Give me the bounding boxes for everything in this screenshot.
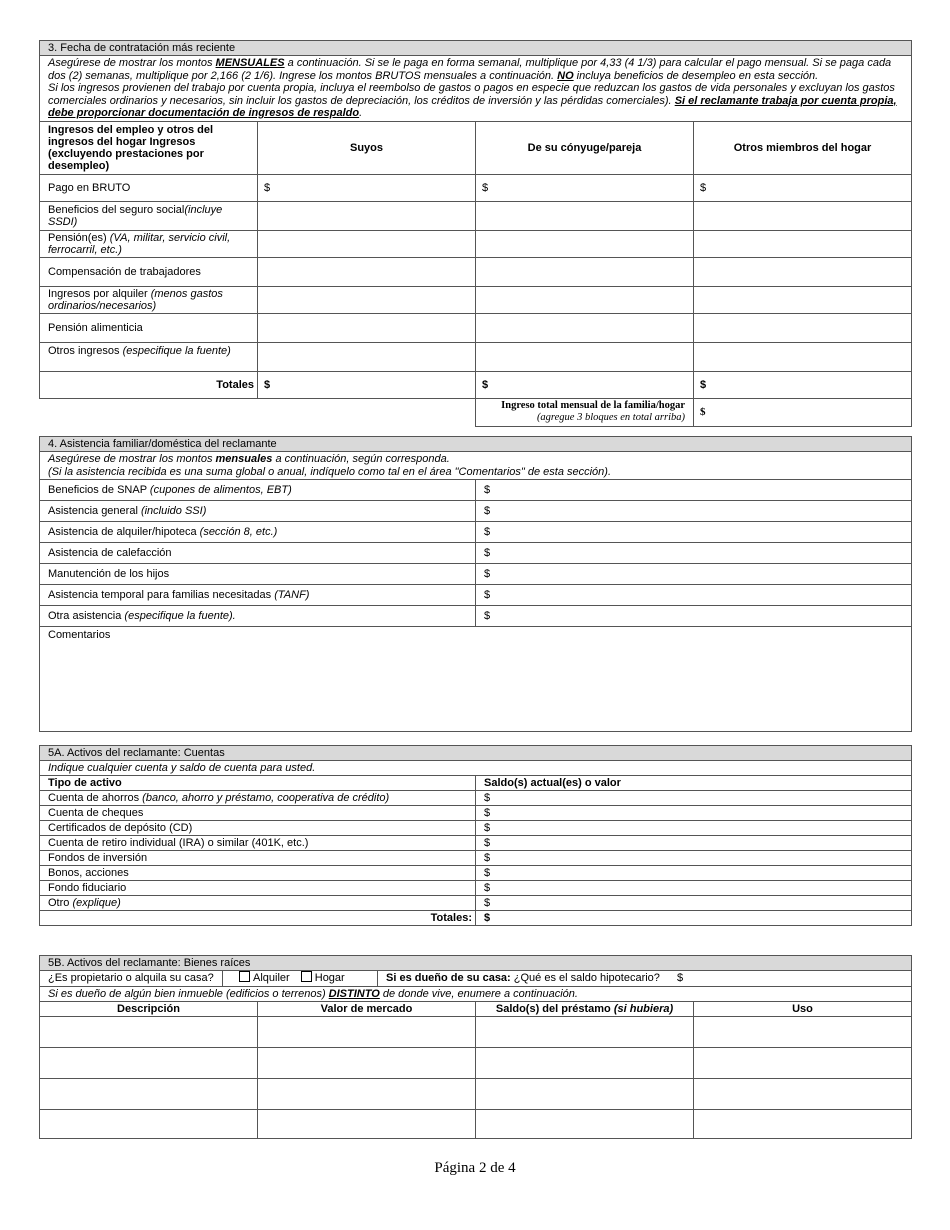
property-use-field[interactable]: [694, 1110, 912, 1139]
table-row: [40, 257, 912, 286]
spouse-column-header: De su cónyuge/pareja: [476, 121, 694, 174]
rental-income-household-field[interactable]: [694, 286, 912, 313]
assistance-amount-field[interactable]: $: [476, 606, 912, 627]
asset-type-column-header: Tipo de activo: [40, 776, 476, 791]
totals-row: [40, 371, 912, 398]
other-income-label: Otros ingresos (especifique la fuente): [40, 342, 258, 371]
assistance-amount-field[interactable]: $: [476, 585, 912, 606]
asset-label: Bonos, acciones: [40, 866, 476, 881]
section-4-instructions: Asegúrese de mostrar los montos mensuales a continuación, según corresponda. (Si la asistencia recibida es una suma global o anual, indíquelo como tal en el área "Comentarios" de esta sección).: [40, 452, 912, 480]
property-description-field[interactable]: [40, 1079, 258, 1110]
workers-comp-household-field[interactable]: [694, 257, 912, 286]
workers-comp-label: Compensación de trabajadores: [40, 257, 258, 286]
table-row: [40, 806, 912, 821]
property-value-field[interactable]: [258, 1079, 476, 1110]
assistance-label: Otra asistencia (especifique la fuente).: [40, 606, 476, 627]
assistance-amount-field[interactable]: $: [476, 480, 912, 501]
assistance-amount-field[interactable]: $: [476, 543, 912, 564]
property-use-field[interactable]: [694, 1079, 912, 1110]
table-row: [40, 480, 912, 501]
table-row: [40, 286, 912, 313]
balance-column-header: Saldo(s) actual(es) o valor: [476, 776, 912, 791]
assistance-label: Asistencia de alquiler/hipoteca (sección 8, etc.): [40, 522, 476, 543]
table-row: [40, 342, 912, 371]
section-5a-accounts: [39, 745, 911, 926]
table-row: [40, 1079, 912, 1110]
table-row: [40, 585, 912, 606]
mortgage-balance-question: Si es dueño de su casa: ¿Qué es el saldo hipotecario? $: [386, 972, 684, 984]
pension-yours-field[interactable]: [258, 230, 476, 257]
property-description-field[interactable]: [40, 1048, 258, 1079]
asset-value-field[interactable]: $: [476, 836, 912, 851]
gross-pay-household-field[interactable]: $: [694, 174, 912, 201]
rental-income-spouse-field[interactable]: [476, 286, 694, 313]
section-5b-instructions: Si es dueño de algún bien inmueble (edificios o terrenos) DISTINTO de donde vive, enumere a continuación.: [40, 987, 912, 1002]
income-source-column-header: Ingresos del empleo y otros del ingresos del hogar Ingresos (excluyendo prestaciones por desempleo): [40, 121, 258, 174]
alimony-label: Pensión alimenticia: [40, 313, 258, 342]
asset-value-field[interactable]: $: [476, 806, 912, 821]
totals-yours-field[interactable]: $: [258, 371, 476, 398]
totals-spouse-field[interactable]: $: [476, 371, 694, 398]
page-number: Página 2 de 4: [434, 1160, 516, 1176]
table-row: [40, 866, 912, 881]
asset-label: Certificados de depósito (CD): [40, 821, 476, 836]
social-security-yours-field[interactable]: [258, 201, 476, 230]
totals-row: [40, 911, 912, 926]
asset-value-field[interactable]: $: [476, 866, 912, 881]
table-row: [40, 522, 912, 543]
section-4-header: 4. Asistencia familiar/doméstica del reclamante: [40, 437, 912, 452]
gross-pay-label: Pago en BRUTO: [40, 174, 258, 201]
asset-value-field[interactable]: $: [476, 896, 912, 911]
workers-comp-spouse-field[interactable]: [476, 257, 694, 286]
assistance-amount-field[interactable]: $: [476, 501, 912, 522]
asset-value-field[interactable]: $: [476, 791, 912, 806]
use-column-header: Uso: [694, 1002, 912, 1017]
section-5b-real-estate: [39, 955, 911, 1139]
asset-label: Otro (explique): [40, 896, 476, 911]
section-3-instructions: Asegúrese de mostrar los montos MENSUALES a continuación. Si se le paga en forma semanal, multiplique por 4,33 (4 1/3) para calcular el pago mensual. Si se paga cada dos (2) semanas, multiplique por 2,166 (2 1/6). Ingrese los montos BRUTOS mensuales a continuación. NO incluya beneficios de desempleo en esta sección. Si los ingresos provienen del trabajo por cuenta propia, incluya el reembolso de gastos o pagos en especie que reduzcan los gastos de vida personales y excluyan los gastos comerciales ordinarios y necesarios, sin incluir los gastos de depreciación, los créditos de inversión y las pérdidas comerciales). Si el reclamante trabaja por cuenta propia, debe proporcionar documentación de ingresos de respaldo.: [40, 56, 912, 122]
assistance-amount-field[interactable]: $: [476, 564, 912, 585]
property-use-field[interactable]: [694, 1048, 912, 1079]
assistance-label: Asistencia general (incluido SSI): [40, 501, 476, 522]
assistance-label: Asistencia de calefacción: [40, 543, 476, 564]
totals-label: Totales: [40, 371, 258, 398]
assistance-label: Asistencia temporal para familias necesitadas (TANF): [40, 585, 476, 606]
own-option[interactable]: Hogar: [301, 972, 345, 984]
table-row: [40, 174, 912, 201]
table-row: [40, 606, 912, 627]
table-row: [40, 821, 912, 836]
pension-spouse-field[interactable]: [476, 230, 694, 257]
own-or-rent-question: ¿Es propietario o alquila su casa?: [40, 971, 223, 986]
other-income-spouse-field[interactable]: [476, 342, 694, 371]
rent-checkbox[interactable]: [239, 971, 250, 982]
property-use-field[interactable]: [694, 1017, 912, 1048]
property-description-field[interactable]: [40, 1017, 258, 1048]
section-4-assistance: [39, 436, 911, 732]
alimony-household-field[interactable]: [694, 313, 912, 342]
asset-value-field[interactable]: $: [476, 821, 912, 836]
table-row: [40, 881, 912, 896]
asset-label: Cuenta de retiro individual (IRA) o similar (401K, etc.): [40, 836, 476, 851]
household-total-label: Ingreso total mensual de la familia/hogar (agregue 3 bloques en total arriba): [476, 398, 694, 426]
totals-household-field[interactable]: $: [694, 371, 912, 398]
assistance-amount-field[interactable]: $: [476, 522, 912, 543]
assistance-label: Beneficios de SNAP (cupones de alimentos, EBT): [40, 480, 476, 501]
other-income-household-field[interactable]: [694, 342, 912, 371]
gross-pay-yours-field[interactable]: $: [258, 174, 476, 201]
rental-income-label: Ingresos por alquiler (menos gastos ordinarios/necesarios): [40, 286, 258, 313]
property-value-field[interactable]: [258, 1048, 476, 1079]
table-row: [40, 1110, 912, 1139]
other-income-yours-field[interactable]: [258, 342, 476, 371]
alimony-yours-field[interactable]: [258, 313, 476, 342]
property-loan-field[interactable]: [476, 1110, 694, 1139]
property-loan-field[interactable]: [476, 1079, 694, 1110]
market-value-column-header: Valor de mercado: [258, 1002, 476, 1017]
asset-value-field[interactable]: $: [476, 851, 912, 866]
table-row: [40, 313, 912, 342]
property-loan-field[interactable]: [476, 1048, 694, 1079]
property-value-field[interactable]: [258, 1017, 476, 1048]
table-row: [40, 1048, 912, 1079]
asset-label: Cuenta de cheques: [40, 806, 476, 821]
rent-option[interactable]: Alquiler: [239, 972, 290, 984]
table-row: [40, 836, 912, 851]
table-row: [40, 230, 912, 257]
table-row: [40, 201, 912, 230]
table-row: [40, 543, 912, 564]
asset-totals-label: Totales:: [40, 911, 476, 926]
alimony-spouse-field[interactable]: [476, 313, 694, 342]
mortgage-balance-field[interactable]: $: [676, 972, 684, 984]
table-row: [40, 851, 912, 866]
workers-comp-yours-field[interactable]: [258, 257, 476, 286]
section-5a-header: 5A. Activos del reclamante: Cuentas: [40, 746, 912, 761]
asset-label: Fondos de inversión: [40, 851, 476, 866]
table-row: [40, 1017, 912, 1048]
pension-label: Pensión(es) (VA, militar, servicio civil, ferrocarril, etc.): [40, 230, 258, 257]
rental-income-yours-field[interactable]: [258, 286, 476, 313]
asset-label: Cuenta de ahorros (banco, ahorro y préstamo, cooperativa de crédito): [40, 791, 476, 806]
assistance-label: Manutención de los hijos: [40, 564, 476, 585]
yours-column-header: Suyos: [258, 121, 476, 174]
section-5a-instructions: Indique cualquier cuenta y saldo de cuenta para usted.: [40, 761, 912, 776]
pension-household-field[interactable]: [694, 230, 912, 257]
comments-field[interactable]: Comentarios: [40, 627, 912, 732]
property-description-field[interactable]: [40, 1110, 258, 1139]
household-column-header: Otros miembros del hogar: [694, 121, 912, 174]
social-security-household-field[interactable]: [694, 201, 912, 230]
household-total-field[interactable]: $: [694, 398, 912, 426]
social-security-spouse-field[interactable]: [476, 201, 694, 230]
gross-pay-spouse-field[interactable]: $: [476, 174, 694, 201]
table-row: [40, 501, 912, 522]
loan-balance-column-header: Saldo(s) del préstamo (si hubiera): [476, 1002, 694, 1017]
property-loan-field[interactable]: [476, 1017, 694, 1048]
own-checkbox[interactable]: [301, 971, 312, 982]
property-value-field[interactable]: [258, 1110, 476, 1139]
section-3-header: 3. Fecha de contratación más reciente: [40, 41, 912, 56]
asset-totals-field[interactable]: $: [476, 911, 912, 926]
description-column-header: Descripción: [40, 1002, 258, 1017]
social-security-label: Beneficios del seguro social(incluye SSDI): [40, 201, 258, 230]
asset-value-field[interactable]: $: [476, 881, 912, 896]
table-row: [40, 896, 912, 911]
section-5b-header: 5B. Activos del reclamante: Bienes raíces: [40, 956, 912, 971]
table-row: [40, 791, 912, 806]
table-row: [40, 564, 912, 585]
asset-label: Fondo fiduciario: [40, 881, 476, 896]
section-3-income: [39, 40, 911, 427]
